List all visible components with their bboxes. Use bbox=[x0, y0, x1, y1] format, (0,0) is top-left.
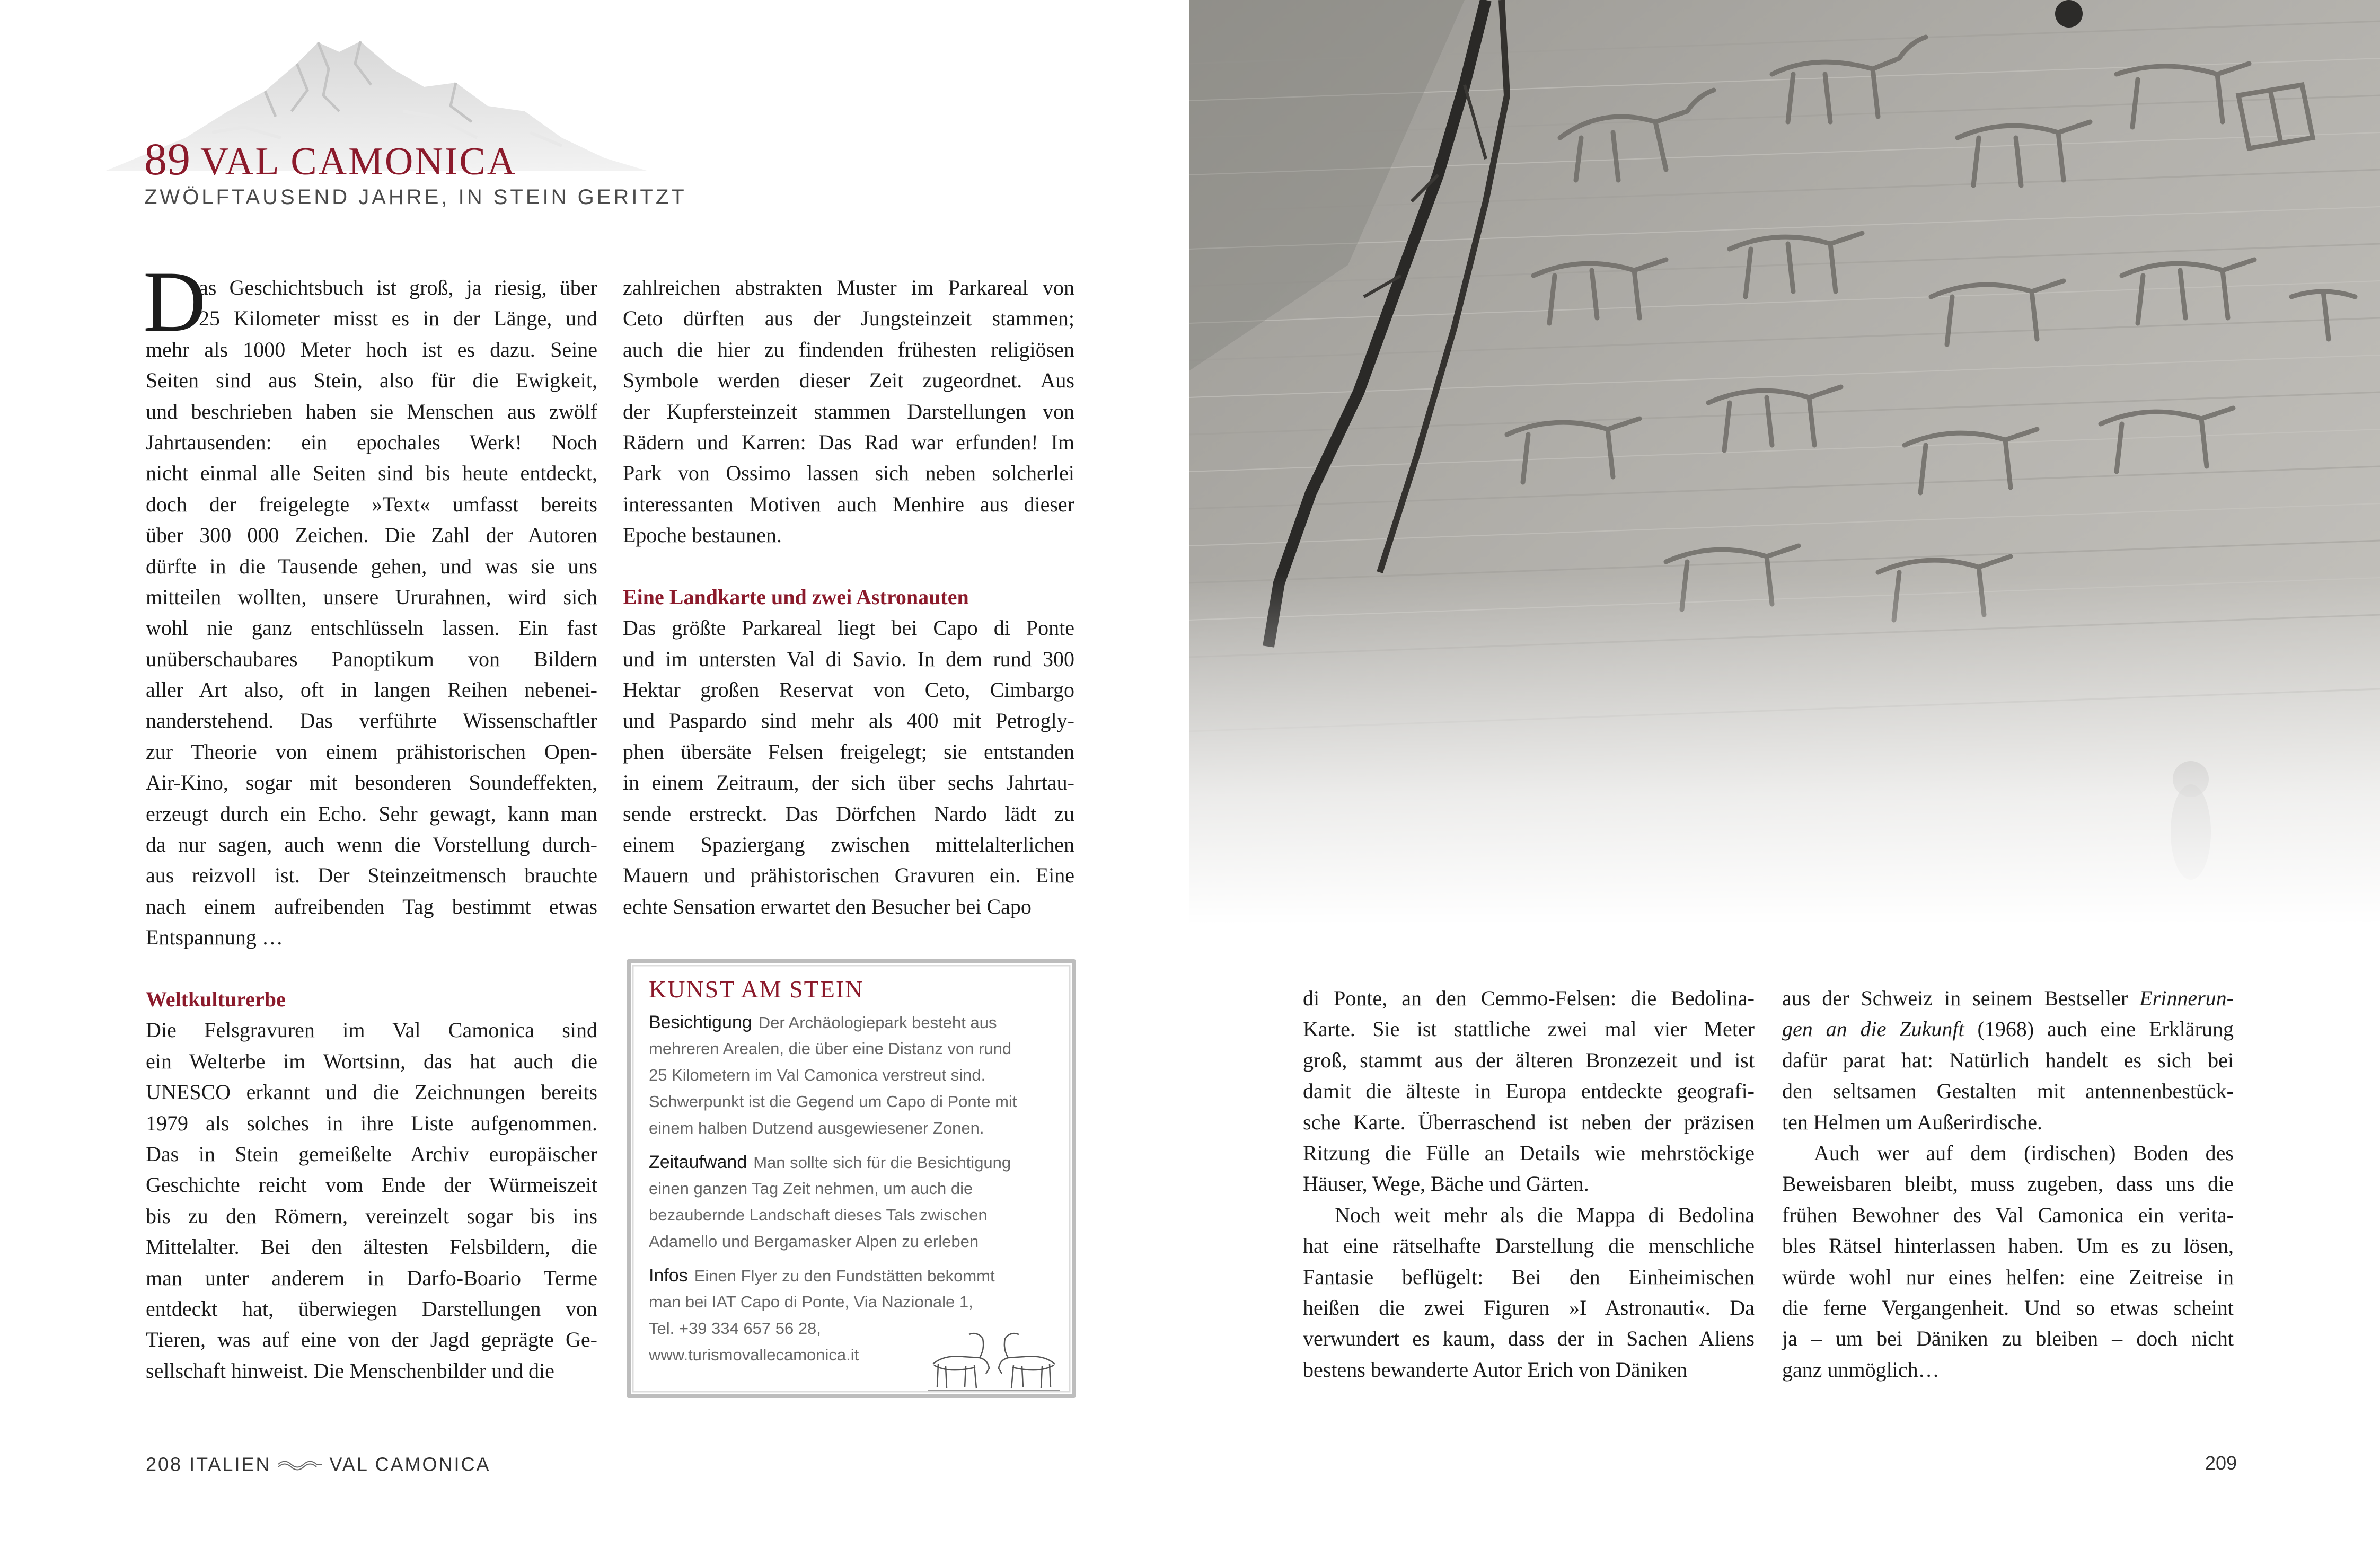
text-line: Hektar großen Reservat von Ceto, Cimbargo bbox=[623, 678, 1074, 702]
info-line bbox=[649, 1262, 1062, 1289]
chapter-number: 89 bbox=[144, 134, 191, 184]
text-line: den seltsamen Gestalten mit antennenbestück- bbox=[1782, 1079, 2234, 1103]
info-line bbox=[649, 1115, 1062, 1142]
text-line: und im untersten Val di Savio. In dem rund 300 bbox=[623, 647, 1074, 671]
text-line: bles Rätsel hinterlassen haben. Um es zu lösen, bbox=[1782, 1234, 2234, 1258]
info-key: Zeitaufwand bbox=[649, 1152, 747, 1172]
info-text: Tel. +39 334 657 56 28, bbox=[649, 1319, 821, 1338]
info-text: man bei IAT Capo di Ponte, Via Nazionale 1, bbox=[649, 1293, 973, 1311]
intro-paragraph bbox=[146, 272, 597, 953]
info-sections bbox=[649, 1009, 1062, 1376]
text-column-2 bbox=[623, 272, 1074, 922]
text-line: Beweisbaren bleibt, muss zugeben, dass uns die bbox=[1782, 1172, 2234, 1196]
info-line bbox=[649, 1089, 1062, 1115]
info-text: Einen Flyer zu den Fundstätten bekommt bbox=[694, 1267, 995, 1285]
text-line: Jahrtausenden: ein epochales Werk! Noch bbox=[146, 430, 597, 454]
text-line: da nur sagen, auch wenn die Vorstellung durch- bbox=[146, 833, 597, 857]
text-line: sellschaft hinweist. Die Menschenbilder und die bbox=[146, 1358, 554, 1383]
text-line: Park von Ossimo lassen sich neben solcherlei bbox=[623, 461, 1074, 485]
footer-left bbox=[146, 1452, 491, 1477]
info-box bbox=[625, 958, 1077, 1399]
text-line: dürfte in die Tausende gehen, und was sie uns bbox=[146, 554, 597, 578]
petroglyph-image bbox=[1189, 0, 2380, 925]
info-key: Besichtigung bbox=[649, 1012, 752, 1032]
info-line bbox=[649, 1202, 1062, 1228]
text-line: Ritzung die Fülle an Details wie mehrstöckige bbox=[1303, 1140, 1755, 1165]
text-line: dafür parat hat: Natürlich handelt es sich bei bbox=[1782, 1048, 2234, 1072]
footer-country: ITALIEN bbox=[189, 1453, 271, 1475]
text-line: Entspannung … bbox=[146, 925, 283, 950]
text-line: man unter anderem in Darfo-Boario Terme bbox=[146, 1266, 597, 1290]
text-line: ten Helmen um Außerirdische. bbox=[1782, 1110, 2042, 1134]
info-line bbox=[649, 1036, 1062, 1062]
text-line: mehr als 1000 Meter hoch ist es dazu. Seine bbox=[146, 337, 597, 361]
page-number-left: 208 bbox=[146, 1453, 183, 1475]
text-line: damit die älteste in Europa entdeckte geografi- bbox=[1303, 1079, 1755, 1103]
paragraph-conclusion bbox=[1782, 1138, 2234, 1385]
text-line: erzeugt durch ein Echo. Sehr gewagt, kann man bbox=[146, 801, 597, 826]
subheading-landkarte: Eine Landkarte und zwei Astronauten bbox=[623, 585, 969, 609]
text-line: Mittelalter. Bei den ältesten Felsbildern, die bbox=[146, 1235, 597, 1259]
text-line: di Ponte, an den Cemmo-Felsen: die Bedolina- bbox=[1303, 986, 1755, 1010]
text-line: Geschichte reicht vom Ende der Würmeiszeit bbox=[146, 1173, 597, 1197]
text-line: Symbole werden dieser Zeit zugeordnet. Aus bbox=[623, 368, 1074, 393]
text-line: groß, stammt aus der älteren Bronzezeit und ist bbox=[1303, 1048, 1755, 1072]
text-line: zahlreichen abstrakten Muster im Parkareal von bbox=[623, 276, 1074, 299]
text-line: 1979 als solches in ihre Liste aufgenommen. bbox=[146, 1111, 597, 1135]
info-box-title: KUNST AM STEIN bbox=[649, 976, 864, 1003]
paragraph-landkarte bbox=[623, 613, 1074, 922]
text-line: Auch wer auf dem (irdischen) Boden des bbox=[1814, 1140, 2234, 1165]
text-line: Epoche bestaunen. bbox=[623, 523, 782, 547]
text-line: aus der Schweiz in seinem Bestseller Erinnerun- bbox=[1782, 986, 2234, 1010]
text-line: nicht einmal alle Seiten sind bis heute entdeckt, bbox=[146, 461, 597, 485]
text-line: Karte. Sie ist stattliche zwei mal vier Meter bbox=[1303, 1017, 1755, 1041]
rock-engravings-photo bbox=[1189, 0, 2380, 925]
text-line: mitteilen wollten, unsere Ururahnen, wird sich bbox=[146, 585, 597, 609]
text-line: frühen Bewohner des Val Camonica ein verita- bbox=[1782, 1202, 2234, 1227]
text-line: Seiten sind aus Stein, also für die Ewigkeit, bbox=[146, 368, 597, 393]
chapter-subtitle: ZWÖLFTAUSEND JAHRE, IN STEIN GERITZT bbox=[144, 185, 687, 209]
text-line: Die Felsgravuren im Val Camonica sind bbox=[146, 1018, 597, 1042]
footer-region: VAL CAMONICA bbox=[329, 1453, 491, 1475]
text-line: verwundert es kaum, dass der in Sachen Aliens bbox=[1303, 1326, 1755, 1351]
text-line: UNESCO erkannt und die Zeichnungen bereits bbox=[146, 1080, 597, 1104]
text-line: zur Theorie von einem prähistorischen Open- bbox=[146, 739, 597, 764]
text-line: doch der freigelegte »Text« umfasst bereits bbox=[146, 492, 597, 516]
text-line: sende erstreckt. Das Dörfchen Nardo lädt zu bbox=[623, 801, 1074, 826]
info-text: einem halben Dutzend ausgewiesener Zonen. bbox=[649, 1119, 984, 1137]
text-line: würde wohl nur eines helfen: eine Zeitreise in bbox=[1782, 1264, 2234, 1289]
text-column-3 bbox=[1303, 983, 1755, 1385]
text-line: in einem Zeitraum, der sich über sechs Jahrtau- bbox=[623, 771, 1074, 795]
text-line: bestens bewanderte Autor Erich von Däniken bbox=[1303, 1357, 1688, 1382]
drop-cap: D bbox=[143, 254, 206, 350]
text-line: und Paspardo sind mehr als 400 mit Petrogly- bbox=[623, 709, 1074, 733]
page-number-right: 209 bbox=[2205, 1452, 2237, 1474]
text-line: die ferne Vergangenheit. Und so etwas scheint bbox=[1782, 1295, 2234, 1320]
text-line: Air-Kino, sogar mit besonderen Soundeffekten, bbox=[146, 771, 597, 795]
text-line: heißen die zwei Figuren »I Astronauti«. Da bbox=[1303, 1295, 1755, 1320]
text-line: bis zu den Römern, vereinzelt sogar bis ins bbox=[146, 1204, 597, 1228]
text-line: phen übersäte Felsen freigelegt; sie entstanden bbox=[623, 739, 1074, 764]
info-box-content bbox=[649, 975, 1062, 1376]
text-line: echte Sensation erwartet den Besucher bei Capo bbox=[623, 894, 1032, 918]
info-text: mehreren Arealen, die über eine Distanz von rund bbox=[649, 1039, 1012, 1058]
info-text: www.turismovallecamonica.it bbox=[649, 1346, 859, 1364]
text-line: und beschrieben haben sie Menschen aus zwölf bbox=[146, 399, 597, 423]
text-line: über 300 000 Zeichen. Die Zahl der Autoren bbox=[146, 523, 597, 547]
text-line: einem Spaziergang zwischen mittelalterlichen bbox=[623, 833, 1074, 857]
text-line: 25 Kilometer misst es in der Länge, und bbox=[199, 306, 597, 331]
subheading-weltkulturerbe: Weltkulturerbe bbox=[146, 987, 286, 1011]
text-line: Fantasie beflügelt: Bei den Einheimischen bbox=[1303, 1264, 1755, 1289]
text-line: interessanten Motiven auch Menhire aus dieser bbox=[623, 492, 1074, 516]
text-line: Häuser, Wege, Bäche und Gärten. bbox=[1303, 1172, 1589, 1196]
info-text: einen ganzen Tag Zeit nehmen, um auch die bbox=[649, 1179, 973, 1198]
text-line: Rädern und Karren: Das Rad war erfunden! Im bbox=[623, 430, 1074, 454]
info-line bbox=[649, 1289, 1062, 1315]
text-line: as Geschichtsbuch ist groß, ja riesig, über bbox=[199, 276, 597, 299]
info-line bbox=[649, 1149, 1062, 1175]
text-line: nach einem aufreibenden Tag bestimmt etwas bbox=[146, 894, 597, 918]
info-line bbox=[649, 1062, 1062, 1089]
text-line: Das größte Parkareal liegt bei Capo di Ponte bbox=[623, 616, 1074, 640]
text-column-1 bbox=[146, 272, 597, 1386]
ibex-illustration-icon bbox=[922, 1327, 1065, 1395]
paragraph-continued bbox=[623, 272, 1074, 551]
book-title: Erinnerun- bbox=[2139, 986, 2234, 1010]
book-title: gen an die Zukunft bbox=[1782, 1017, 1964, 1041]
text-line: auch die hier zu findenden frühesten religiösen bbox=[623, 337, 1074, 361]
info-line bbox=[649, 1175, 1062, 1202]
text-line: Mauern und prähistorischen Gravuren ein. Eine bbox=[623, 863, 1074, 888]
info-text: bezaubernde Landschaft dieses Tals zwischen bbox=[649, 1206, 988, 1224]
info-line bbox=[649, 1228, 1062, 1255]
info-key: Infos bbox=[649, 1266, 688, 1286]
text-line: Das in Stein gemeißelte Archiv europäischer bbox=[146, 1142, 597, 1166]
info-line bbox=[649, 1009, 1062, 1036]
chapter-title: VAL CAMONICA bbox=[200, 140, 517, 183]
info-text: Adamello und Bergamasker Alpen zu erleben bbox=[649, 1232, 979, 1251]
text-line: ja – um bei Däniken zu bleiben – doch nicht bbox=[1782, 1326, 2234, 1351]
text-line: aller Art also, oft in langen Reihen nebenei- bbox=[146, 678, 597, 702]
text-line: ein Welterbe im Wortsinn, das hat auch die bbox=[146, 1049, 597, 1073]
text-line: entdeckt hat, überwiegen Darstellungen von bbox=[146, 1296, 597, 1321]
text-line: der Kupfersteinzeit stammen Darstellungen von bbox=[623, 399, 1074, 423]
text-line: hat eine rätselhafte Darstellung die menschliche bbox=[1303, 1234, 1755, 1258]
text-line: Ceto dürften aus der Jungsteinzeit stammen; bbox=[623, 306, 1074, 331]
paragraph-weltkulturerbe bbox=[146, 1015, 597, 1386]
paragraph-astronauti bbox=[1303, 1200, 1755, 1385]
chapter-heading bbox=[144, 132, 648, 191]
info-text: Man sollte sich für die Besichtigung bbox=[753, 1153, 1011, 1172]
text-line: gen an die Zukunft (1968) auch eine Erklärung bbox=[1782, 1017, 2234, 1041]
info-text: Der Archäologiepark besteht aus bbox=[758, 1013, 997, 1032]
paragraph-bedolina bbox=[1303, 983, 1755, 1200]
footer-ornament-icon bbox=[276, 1456, 324, 1472]
text-line: sche Karte. Überraschend ist neben der präzisen bbox=[1303, 1110, 1755, 1134]
info-text: Schwerpunkt ist die Gegend um Capo di Ponte mit bbox=[649, 1092, 1017, 1111]
text-line: wohl nie ganz entschlüsseln lassen. Ein fast bbox=[146, 616, 597, 640]
text-line: Tieren, was auf eine von der Jagd geprägte Ge- bbox=[146, 1328, 597, 1352]
text-line: unüberschaubares Panoptikum von Bildern bbox=[146, 647, 597, 671]
text-line: ganz unmöglich… bbox=[1782, 1357, 1940, 1382]
text-line: aus reizvoll ist. Der Steinzeitmensch brauchte bbox=[146, 863, 597, 888]
info-text: 25 Kilometern im Val Camonica verstreut sind. bbox=[649, 1066, 986, 1084]
text-line: nanderstehend. Das verführte Wissenschaftler bbox=[146, 709, 597, 733]
text-line: Noch weit mehr als die Mappa di Bedolina bbox=[1335, 1202, 1755, 1227]
text-column-4 bbox=[1782, 983, 2234, 1385]
